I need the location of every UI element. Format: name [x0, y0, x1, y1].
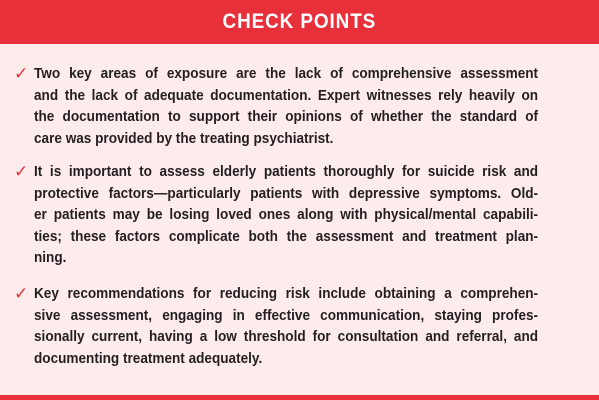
header-bar	[0, 0, 599, 44]
text-line: and the lack of adequate documentation. Expert witnesses rely heavily on	[34, 87, 539, 104]
bottom-rule	[0, 395, 599, 400]
text-line: documenting treatment adequately.	[34, 350, 263, 367]
text-line: care was provided by the treating psychiatrist.	[34, 130, 334, 147]
text-line: protective factors—particularly patients with depressive symptoms. Old-	[34, 185, 539, 202]
text-line: ties; these factors complicate both the assessment and treatment plan-	[34, 228, 539, 245]
check-point-text	[34, 284, 538, 370]
text-line: sive assessment, engaging in effective communication, staying profes-	[34, 307, 539, 324]
text-line: It is important to assess elderly patients thoroughly for suicide risk and	[34, 164, 539, 180]
text-line: sionally current, having a low threshold for consultation and referral, and	[34, 329, 539, 346]
checkmark-icon: ✓	[14, 162, 29, 182]
checkmark-icon: ✓	[14, 64, 29, 84]
text-line: the documentation to support their opinions of whether the standard of	[34, 109, 539, 126]
checkmark-icon: ✓	[14, 284, 29, 304]
check-point-text	[34, 162, 538, 270]
text-line: er patients may be losing loved ones along with physical/mental capabili-	[34, 207, 539, 224]
check-point-text	[34, 64, 538, 150]
text-line: ning.	[34, 250, 67, 267]
text-line: Two key areas of exposure are the lack of comprehensive assessment	[34, 66, 539, 82]
text-line: Key recommendations for reducing risk include obtaining a comprehen-	[34, 286, 539, 302]
header-title: CHECK POINTS	[222, 10, 377, 33]
